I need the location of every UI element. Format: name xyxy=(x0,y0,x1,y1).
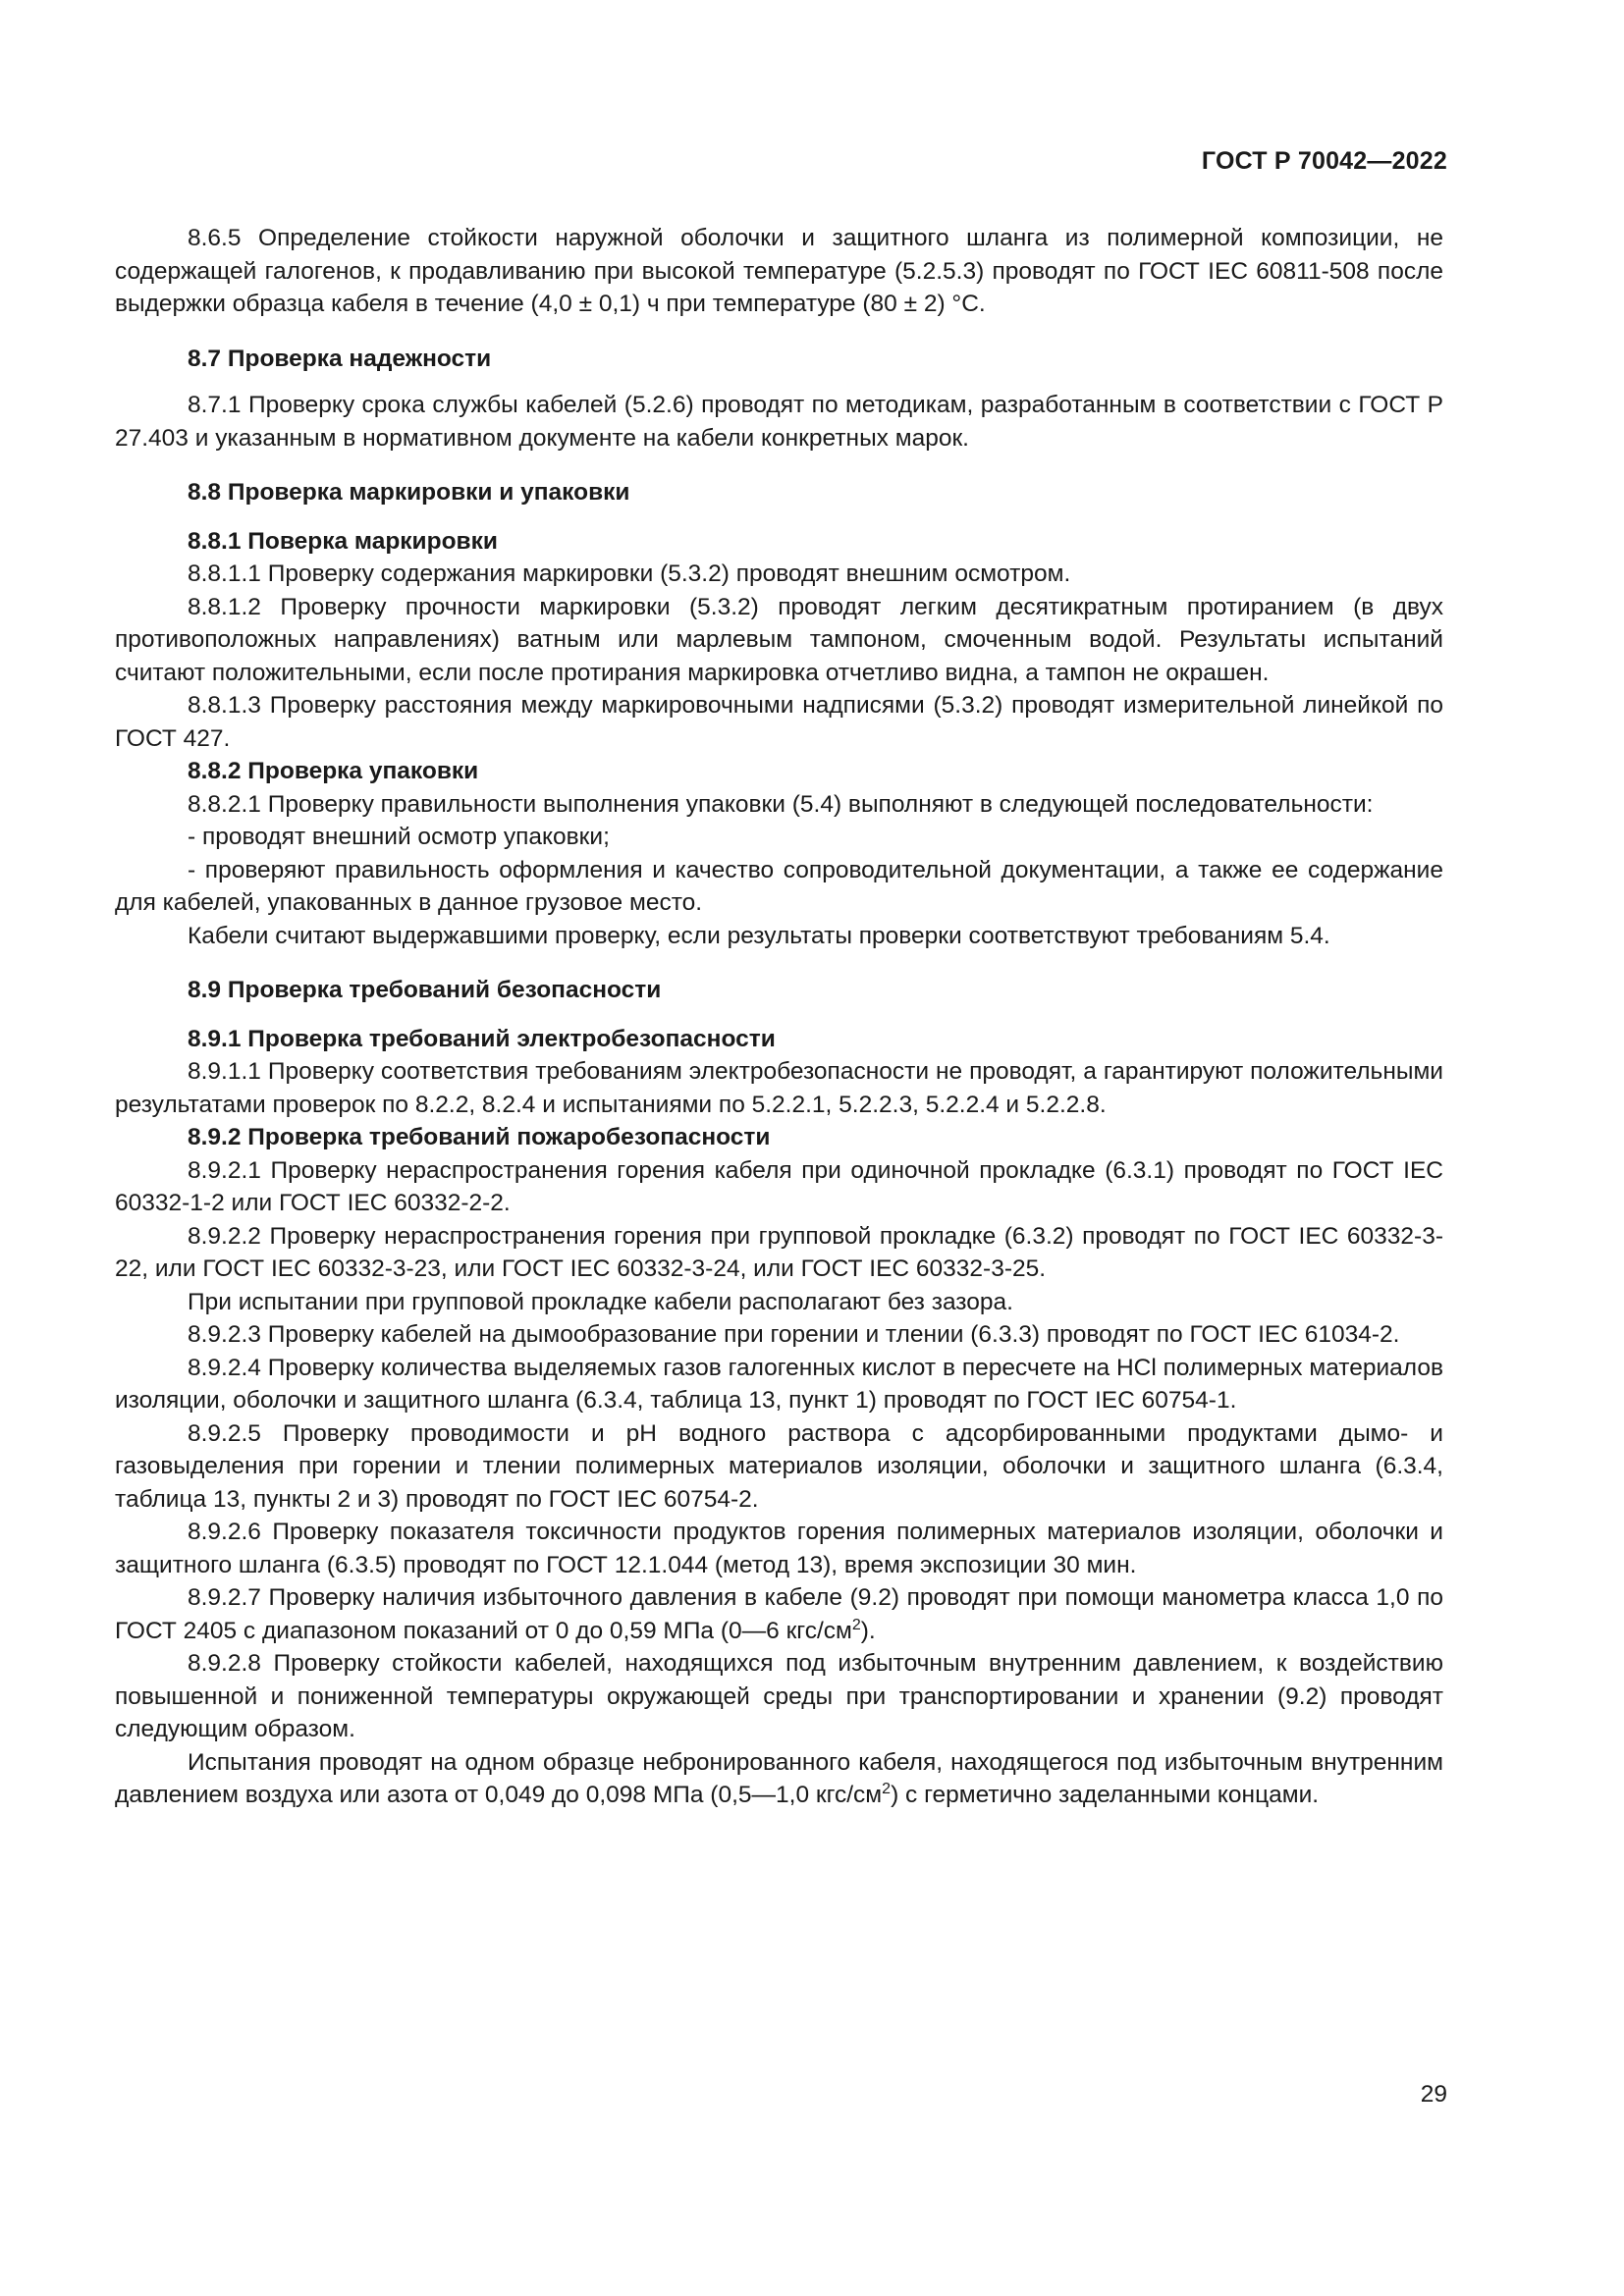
heading-8-9-2: 8.9.2 Проверка требований пожаробезопасности xyxy=(188,1124,771,1150)
paragraph-8-8-1-3: 8.8.1.3 Проверку расстояния между маркировочными надписями (5.3.2) проводят измерительной линейкой по ГОСТ 427. xyxy=(115,692,1443,752)
paragraph-8-9-2-2-note: При испытании при групповой прокладке кабели располагают без зазора. xyxy=(188,1288,1013,1315)
superscript: 2 xyxy=(882,1780,892,1797)
heading-8-8: 8.8 Проверка маркировки и упаковки xyxy=(188,479,630,506)
paragraph-test-text: Испытания проводят на одном образце небронированного кабеля, находящегося под избыточным внутренним давлением воздуха или азота от 0,049 до 0,098 МПа (0,5—1,0 кгс/см xyxy=(115,1748,1443,1808)
paragraph-8-8-2-1: 8.8.2.1 Проверку правильности выполнения упаковки (5.4) выполняют в следующей последовательности: xyxy=(188,790,1374,818)
heading-8-9-1: 8.9.1 Проверка требований электробезопасности xyxy=(188,1025,776,1052)
paragraph-8-9-2-1: 8.9.2.1 Проверку нераспространения горения кабеля при одиночной прокладке (6.3.1) проводят по ГОСТ IEC 60332-1-2 или ГОСТ IEC 60332-2-2. xyxy=(115,1156,1443,1216)
heading-8-8-2: 8.8.2 Проверка упаковки xyxy=(188,758,479,784)
heading-8-8-1: 8.8.1 Поверка маркировки xyxy=(188,527,498,555)
paragraph-8-9-2-3: 8.9.2.3 Проверку кабелей на дымообразование при горении и тлении (6.3.3) проводят по ГОСТ IEC 61034-2. xyxy=(188,1321,1400,1348)
paragraph-8-8-1-1: 8.8.1.1 Проверку содержания маркировки (5.3.2) проводят внешним осмотром. xyxy=(188,561,1071,587)
paragraph-8-9-2-8: 8.9.2.8 Проверку стойкости кабелей, находящихся под избыточным внутренним давлением, к воздействию повышенной и пониженной температуры окружающей среды при транспортировании и хранении (9.2) проводят следующим образом. xyxy=(115,1650,1443,1742)
paragraph-8-9-1-1: 8.9.1.1 Проверку соответствия требованиям электробезопасности не проводят, а гарантируют положительными результатами проверок по 8.2.2, 8.2.4 и испытаниями по 5.2.2.1, 5.2.2.3, 5.2.2.4 и 5.2.2.8. xyxy=(115,1058,1443,1118)
paragraph-8-9-2-7 xyxy=(115,1581,1443,1647)
paragraph-8-8-2-result: Кабели считают выдержавшими проверку, если результаты проверки соответствуют требованиям 5.4. xyxy=(188,922,1330,949)
paragraph-8-9-2-2: 8.9.2.2 Проверку нераспространения горения при групповой прокладке (6.3.2) проводят по ГОСТ IEC 60332-3-22, или ГОСТ IEC 60332-3-23, или ГОСТ IEC 60332-3-24, или ГОСТ IEC 60332-3-25. xyxy=(115,1222,1443,1282)
paragraph-8-6-5: 8.6.5 Определение стойкости наружной оболочки и защитного шланга из полимерной композиции, не содержащей галогенов, к продавливанию при высокой температуре (5.2.5.3) проводят по ГОСТ IEC 60811-508 после выдержки образца кабеля в течение (4,0 ± 0,1) ч при температуре (80 ± 2) °С. xyxy=(115,225,1443,317)
superscript: 2 xyxy=(851,1616,861,1633)
paragraph-8-9-2-5: 8.9.2.5 Проверку проводимости и pH водного раствора с адсорбированными продуктами дымо- и газовыделения при горении и тлении полимерных материалов изоляции, оболочки и защитного шланга (6.3.4, таблица 13, пункты 2 и 3) проводят по ГОСТ IEC 60754-2. xyxy=(115,1419,1443,1513)
paragraph-8-8-1-2: 8.8.1.2 Проверку прочности маркировки (5.3.2) проводят легким десятикратным протиранием (в двух противоположных направлениях) ватным или марлевым тампоном, смоченным водой. Результаты испытаний считают положительными, если после протирания маркировка отчетливо видна, а тампон не окрашен. xyxy=(115,593,1443,686)
document-code: ГОСТ Р 70042—2022 xyxy=(1201,147,1447,175)
list-item: - проводят внешний осмотр упаковки; xyxy=(188,824,610,850)
paragraph-8-9-2-7-tail: ). xyxy=(860,1617,876,1644)
paragraph-8-9-2-6: 8.9.2.6 Проверку показателя токсичности продуктов горения полимерных материалов изоляции, оболочки и защитного шланга (6.3.5) проводят по ГОСТ 12.1.044 (метод 13), время экспозиции 30 мин. xyxy=(115,1519,1443,1578)
document-body xyxy=(115,222,1443,1812)
paragraph-8-9-2-4: 8.9.2.4 Проверку количества выделяемых газов галогенных кислот в пересчете на HCl полимерных материалов изоляции, оболочки и защитного шланга (6.3.4, таблица 13, пункт 1) проводят по ГОСТ IEC 60754-1. xyxy=(115,1354,1443,1414)
page-number: 29 xyxy=(1420,2081,1447,2108)
paragraph-test-tail: ) с герметично заделанными концами. xyxy=(891,1782,1320,1808)
paragraph-8-9-2-7-text: 8.9.2.7 Проверку наличия избыточного давления в кабеле (9.2) проводят при помощи манометра класса 1,0 по ГОСТ 2405 с диапазоном показаний от 0 до 0,59 МПа (0—6 кгс/см xyxy=(115,1584,1443,1644)
heading-8-9: 8.9 Проверка требований безопасности xyxy=(188,977,662,1003)
paragraph-test-conditions xyxy=(115,1746,1443,1812)
heading-8-7: 8.7 Проверка надежности xyxy=(188,345,492,372)
list-item: - проверяют правильность оформления и качество сопроводительной документации, а также ее содержание для кабелей, упакованных в данное грузовое место. xyxy=(115,856,1443,916)
paragraph-8-7-1: 8.7.1 Проверку срока службы кабелей (5.2.6) проводят по методикам, разработанным в соответствии с ГОСТ Р 27.403 и указанным в нормативном документе на кабели конкретных марок. xyxy=(115,392,1443,452)
